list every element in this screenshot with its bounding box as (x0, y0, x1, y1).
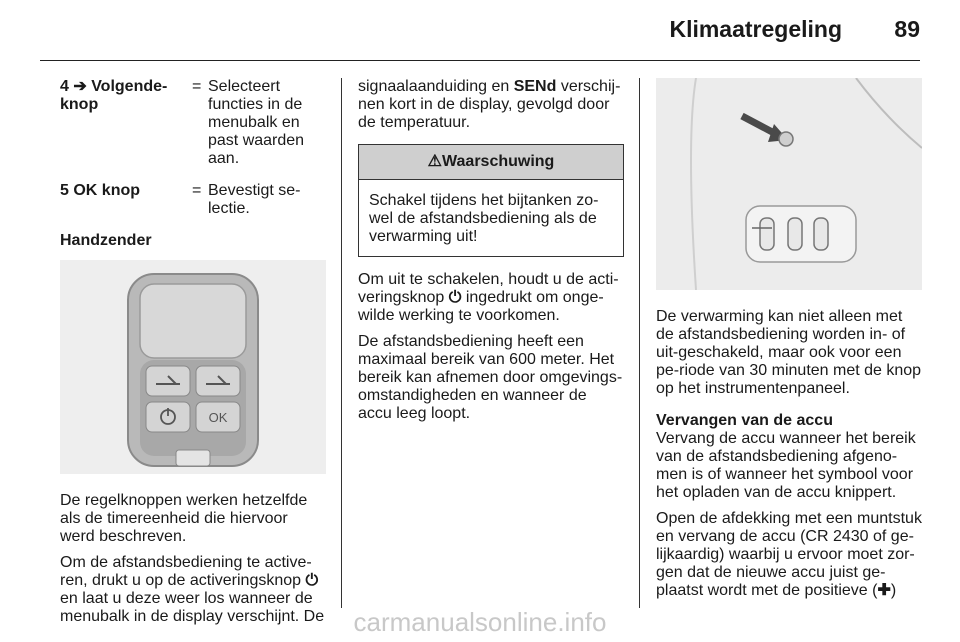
column-1 (60, 78, 326, 634)
paragraph: Om uit te schakelen, houdt u de acti-veringsknop ⏻ ingedrukt om onge-wilde werking te voorkomen. (358, 271, 619, 324)
definition-term: 4 ➔ Volgende-knop (60, 78, 168, 113)
definition-equals: = (192, 78, 202, 95)
definition-row (60, 78, 326, 168)
column-2 (358, 78, 624, 431)
watermark: carmanualsonline.info (353, 607, 607, 637)
plus-icon: ✚ (877, 582, 891, 599)
warning-header (359, 145, 623, 180)
paragraph: De regelknoppen werken hetzelfde als de timereenheid die hiervoor werd beschreven. (60, 492, 308, 545)
remote-control-figure (60, 260, 326, 474)
paragraph: Om de afstandsbediening te active-ren, drukt u op de activeringsknop ⏻ en laat u deze weer los wanneer de menubalk in de display verschijnt. De (60, 554, 325, 625)
definition-equals: = (192, 182, 202, 199)
column-divider-1 (341, 78, 342, 608)
page-number: 89 (894, 16, 920, 42)
definition-table (60, 78, 326, 218)
header-divider (40, 60, 920, 61)
display-text: SENd (513, 78, 557, 95)
paragraph: signaalaanduiding en SENd verschij-nen kort in de display, gevolgd door de temperatuur. (358, 78, 621, 131)
warning-box (358, 144, 624, 257)
paragraph: De verwarming kan niet alleen met de afstandsbediening worden in- of uit-geschakeld, maar ook voor een pe-riode van 30 minuten met de knop op het instrumentenpaneel. (656, 308, 922, 397)
section-heading: Vervangen van de accu (656, 412, 833, 429)
paragraph: Vervang de accu wanneer het bereik van de afstandsbediening afgeno-men is of wanneer het symbool voor het opladen van de accu knippert. (656, 430, 916, 501)
power-icon: ⏻ (305, 572, 319, 589)
column-divider-2 (639, 78, 640, 608)
section-heading: Handzender (60, 232, 152, 249)
definition-term: 5 OK knop (60, 182, 141, 199)
paragraph: De afstandsbediening heeft een maximaal bereik van 600 meter. Het bereik kan afnemen door omgevings-omstandigheden en wanneer de accu leeg loopt. (358, 333, 623, 422)
instrument-panel-illustration (656, 78, 922, 290)
definition-description: Bevestigt se-lectie. (208, 182, 301, 217)
remote-control-illustration (60, 260, 326, 474)
section-title: Klimaatregeling (669, 16, 842, 42)
definition-description: Selecteert functies in de menubalk en past waarden aan. (208, 78, 305, 167)
column-3 (656, 78, 922, 608)
instrument-panel-figure (656, 78, 922, 290)
definition-row (60, 182, 326, 218)
page-header (0, 0, 960, 62)
ok-label: OK (208, 410, 228, 425)
paragraph: Open de afdekking met een muntstuk en vervang de accu (CR 2430 of ge-lijkaardig) waarbij u ervoor moet zor-gen dat de nieuwe accu juist ge-plaatst wordt met de positieve (✚) (656, 510, 922, 599)
warning-icon: ⚠ (427, 153, 443, 170)
warning-text: Schakel tijdens het bijtanken zo-wel de afstandsbediening als de verwarming uit! (369, 192, 599, 245)
power-icon: ⏻ (448, 289, 462, 306)
warning-title: Waarschuwing (442, 153, 555, 170)
